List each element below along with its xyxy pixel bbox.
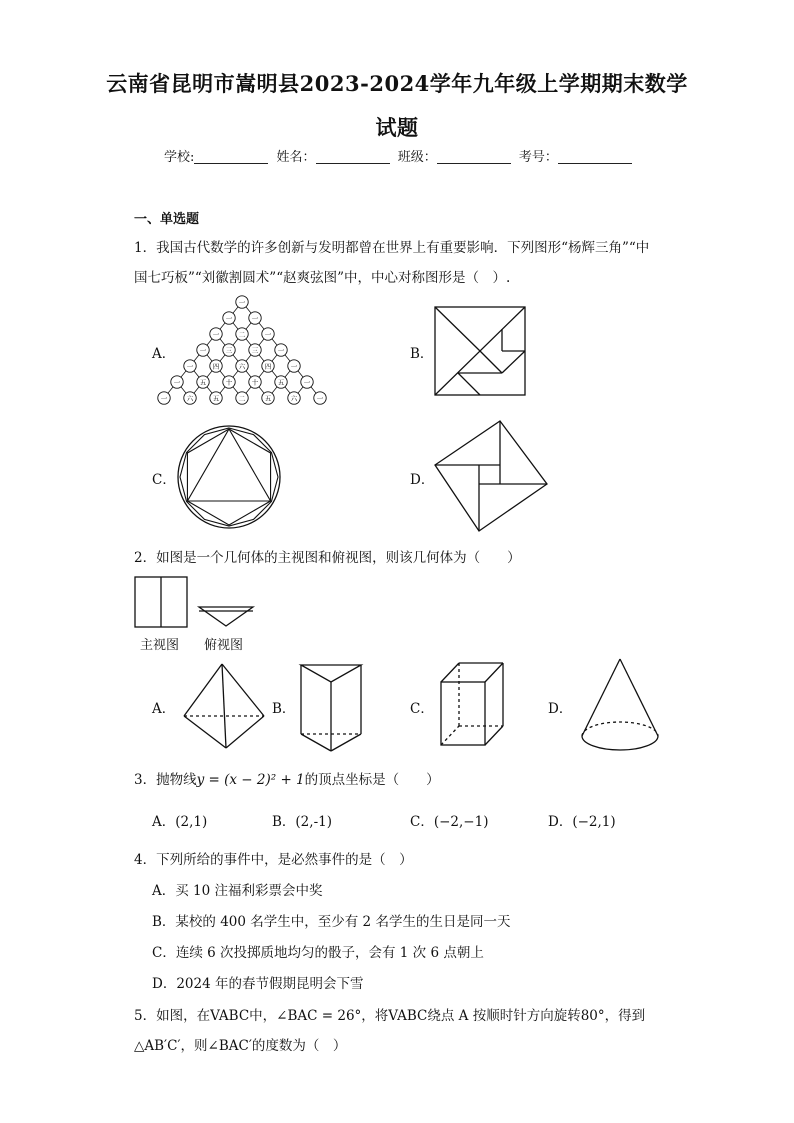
yanghui-node-label: 十 [225, 378, 233, 387]
square-pyramid-figure [182, 662, 266, 750]
q2-option-b-label: B． [272, 701, 296, 717]
yanghui-node-label: 三 [251, 346, 259, 355]
q2-text: 2．如图是一个几何体的主视图和俯视图，则该几何体为（ ） [134, 550, 521, 566]
q5-line2: △AB′C′，则∠BAC′的度数为（ ） [134, 1038, 347, 1054]
q3-stem [134, 768, 440, 788]
name-label: 姓名： [276, 150, 316, 165]
yanghui-node-label: 十 [251, 378, 259, 387]
q3-prefix: 3．抛物线 [134, 772, 197, 788]
cone-figure [580, 658, 660, 752]
class-label: 班级： [397, 150, 437, 165]
school-blank[interactable] [194, 150, 268, 164]
rectangular-prism-figure [440, 662, 504, 746]
yanghui-node-label: 一 [316, 394, 324, 403]
class-blank[interactable] [437, 150, 511, 164]
yanghui-node-label: 一 [290, 362, 298, 371]
triangular-prism-figure [300, 664, 362, 752]
yanghui-node-label: 六 [290, 394, 298, 403]
yanghui-node-label: 一 [212, 330, 220, 339]
q4-choice-d: D．2024 年的春节假期昆明会下雪 [152, 976, 364, 992]
front-view-caption: 主视图 [140, 638, 180, 653]
yanghui-node-label: 二 [238, 394, 246, 403]
number-label: 考号： [518, 150, 558, 165]
liuhui-circle-figure [176, 424, 282, 530]
section-heading: 一、单选题 [134, 212, 200, 227]
yanghui-node-label: 一 [251, 314, 259, 323]
number-blank[interactable] [558, 150, 632, 164]
name-blank[interactable] [316, 150, 390, 164]
yanghui-node-label: 一 [173, 378, 181, 387]
q1-option-a-label: A． [152, 346, 176, 362]
top-view-caption: 俯视图 [204, 638, 244, 653]
q1-line2: 国七巧板”“刘徽割圆术”“赵爽弦图”中，中心对称图形是（ ）. [134, 270, 511, 286]
school-label: 学校: [164, 150, 195, 165]
yanghui-node-label: 一 [277, 346, 285, 355]
exam-title-line1: 云南省昆明市嵩明县2023-2024学年九年级上学期期末数学 [106, 71, 688, 96]
yanghui-node-label: 五 [199, 378, 207, 387]
yanghui-node-label: 二 [238, 330, 246, 339]
q2-option-c-label: C． [410, 701, 434, 717]
front-view-figure [134, 576, 188, 628]
q1-option-b-label: B． [410, 346, 434, 362]
q1-line1: 1．我国古代数学的许多创新与发明都曾在世界上有重要影响．下列图形“杨辉三角”“中 [134, 240, 650, 256]
yanghui-node-label: 六 [238, 362, 246, 371]
q4-choice-a: A．买 10 注福利彩票会中奖 [152, 883, 323, 899]
q3-suffix: 的顶点坐标是（ ） [304, 772, 440, 788]
yanghui-node-label: 一 [186, 362, 194, 371]
top-view-figure [198, 606, 254, 628]
q3-choice-d: D．(−2,1) [548, 814, 616, 830]
q3-choice-c: C．(−2,−1) [410, 814, 489, 830]
yanghui-node-label: 一 [303, 378, 311, 387]
yanghui-node-label: 五 [212, 394, 220, 403]
q4-text: 4．下列所给的事件中，是必然事件的是（ ） [134, 852, 413, 868]
q3-formula: y = (x − 2)² + 1 [196, 772, 305, 788]
q2-option-d-label: D． [548, 701, 573, 717]
q3-choice-b: B．(2,-1) [272, 814, 332, 830]
yanghui-node-label: 一 [238, 298, 246, 307]
yanghui-node-label: 一 [160, 394, 168, 403]
exam-title-line2: 试题 [375, 115, 419, 140]
yanghui-node-label: 五 [277, 378, 285, 387]
yanghui-node-label: 六 [186, 394, 194, 403]
q1-option-d-label: D． [410, 472, 435, 488]
yanghui-node-label: 一 [264, 330, 272, 339]
q4-choice-c: C．连续 6 次投掷质地均匀的骰子，会有 1 次 6 点朝上 [152, 945, 484, 961]
q1-option-c-label: C． [152, 472, 176, 488]
yanghui-node-label: 一 [225, 314, 233, 323]
tangram-figure [434, 306, 526, 396]
yanghui-node-label: 三 [225, 346, 233, 355]
q5-line1: 5．如图，在VABC中，∠BAC = 26°，将VABC绕点 A 按顺时针方向旋转80°，得到 [134, 1008, 646, 1024]
q3-choice-a: A．(2,1) [152, 814, 208, 830]
yanghui-node-label: 四 [212, 362, 220, 371]
q2-option-a-label: A． [152, 701, 176, 717]
yanghui-node-label: 四 [264, 362, 272, 371]
yanghui-node-label: 五 [264, 394, 272, 403]
yanghui-node-label: 一 [199, 346, 207, 355]
zhaoshuang-figure [434, 420, 548, 532]
student-info-row [164, 146, 636, 165]
q4-choice-b: B．某校的 400 名学生中，至少有 2 名学生的生日是同一天 [152, 914, 511, 930]
yanghui-triangle-figure [160, 296, 324, 406]
